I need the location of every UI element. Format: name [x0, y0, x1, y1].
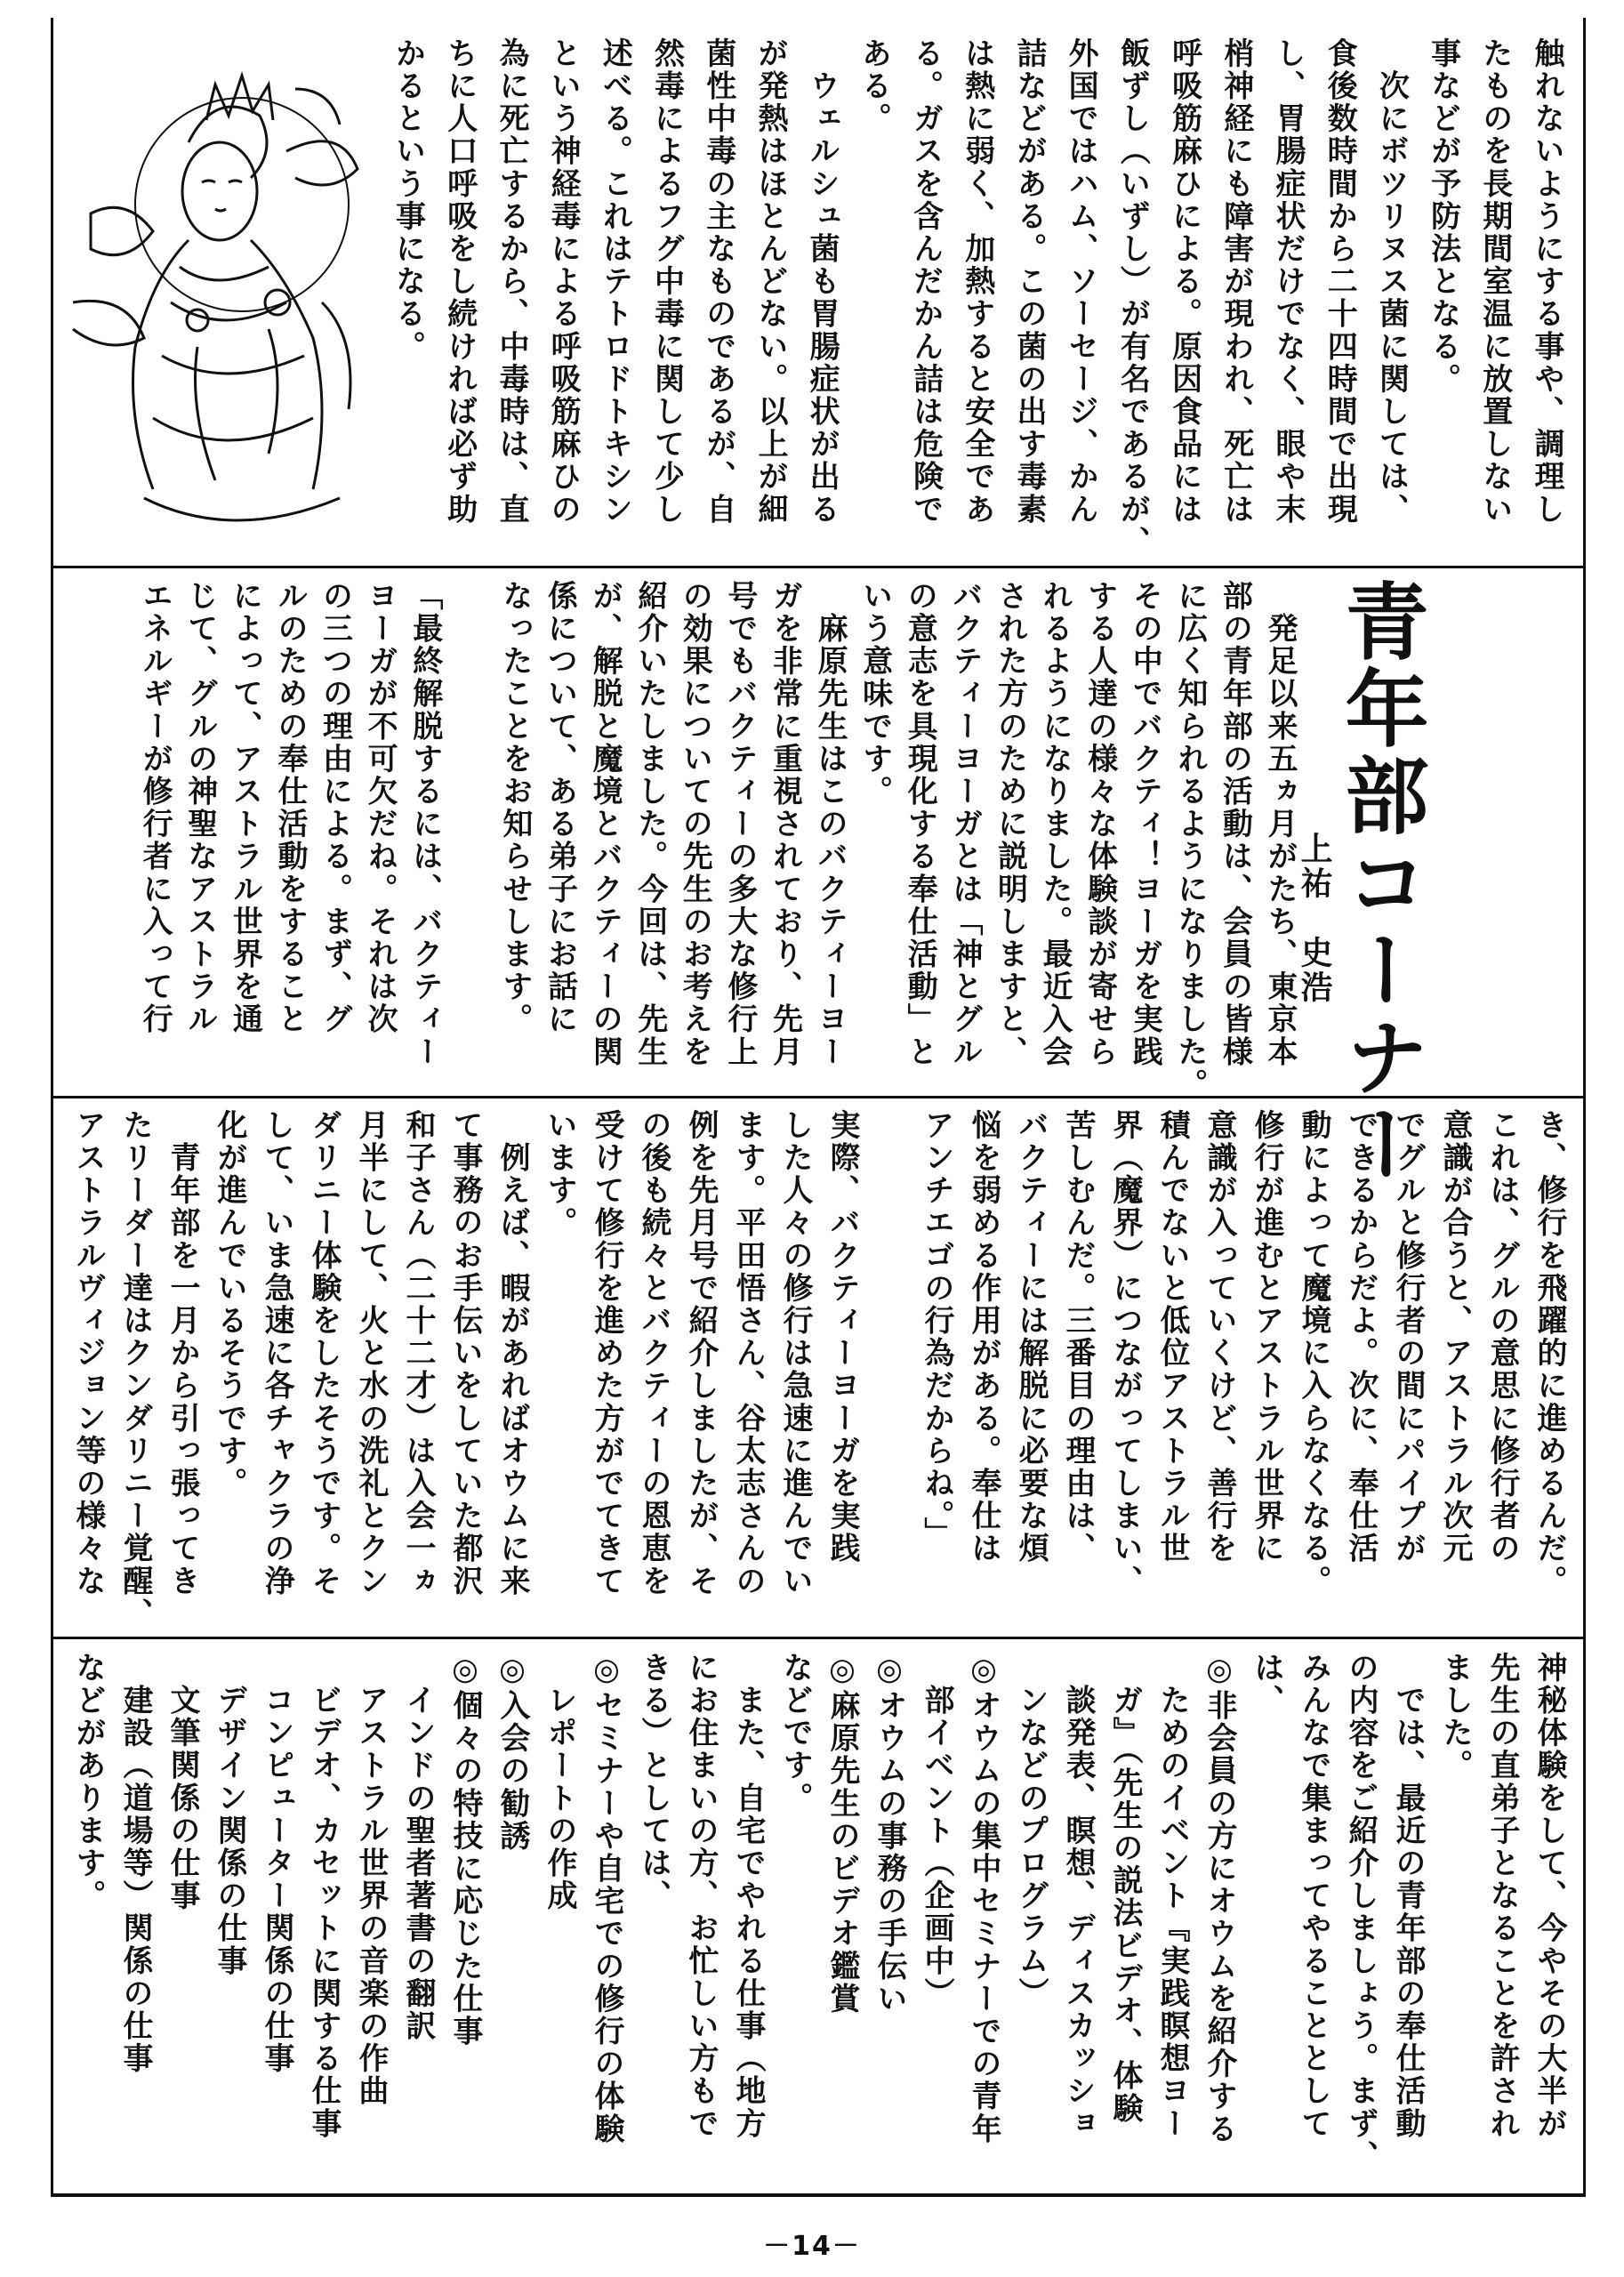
text-column: ます。平田悟さん、谷太志さんの	[730, 1109, 766, 1597]
text-column: 青年部を一月から引っ張ってき	[165, 1109, 200, 1597]
text-column: ルのための奉仕活動をすること	[271, 580, 308, 1036]
text-column: が発熱はほとんどない。以上が細	[752, 37, 788, 526]
text-column: バクティーヨーガとは「神とグル	[946, 580, 983, 1068]
text-column: の効果についての先生のお考えを	[677, 580, 713, 1068]
text-column: アストラルヴィジョン等の様々な	[70, 1109, 106, 1597]
text-column: ちに人口呼吸をし続ければ必ず助	[441, 37, 478, 526]
text-column: の三つの理由による。まず、グ	[317, 580, 353, 1036]
text-column: ヨーガが不可欠だね。それは次	[362, 580, 398, 1036]
text-column: 麻原先生はこのバクティーヨー	[812, 580, 848, 1068]
text-column: 文筆関係の仕事	[165, 1652, 200, 1912]
text-column: エネルギーが修行者に入って行	[137, 580, 173, 1036]
text-column: アンチエゴの行為だからね。」	[919, 1109, 954, 1550]
text-column: 触れないようにする事や、調理し	[1529, 37, 1564, 526]
text-column: ウェルシュ菌も胃腸症状が出る	[804, 37, 840, 526]
text-column: 部の青年部の活動は、会員の皆様	[1217, 580, 1253, 1068]
text-column: ◎非会員の方にオウムを紹介する	[1202, 1652, 1237, 2145]
text-column: 菌性中毒の主なものであるが、自	[700, 37, 736, 526]
text-column: した人々の修行は急速に進んでい	[777, 1109, 813, 1597]
text-column: ◎オウムの集中セミナーでの青年	[966, 1652, 1001, 2145]
text-column: レポートの作成	[542, 1652, 577, 1912]
text-column: 意識が入っていくけど、善行を	[1202, 1109, 1237, 1565]
text-column: 述べる。これはテトロドトキシン	[597, 37, 633, 526]
text-column: 例を先月号で紹介しましたが、そ	[683, 1109, 719, 1597]
text-column: 飯ずし（いずし）が有名であるが、	[1114, 37, 1151, 559]
text-column: された方のために説明しますと、	[992, 580, 1028, 1068]
text-column: これは、グルの意思に修行者の	[1484, 1109, 1520, 1565]
youth-corner-text-part1	[128, 580, 1302, 1101]
text-column: 苦しむんだ。三番目の理由は、	[1060, 1109, 1096, 1565]
text-column: 神秘体験をして、今やその大半が	[1532, 1652, 1567, 2140]
text-column: て事務のお手伝いをしていた都沢	[447, 1109, 483, 1597]
text-column: では、最近の青年部の奉仕活動	[1390, 1652, 1426, 2140]
text-column: います。	[542, 1109, 577, 1240]
author-name: 上祐 史浩	[1296, 832, 1332, 1005]
text-column: いう意味です。	[856, 580, 893, 809]
text-column: 積んでないと低位アストラル世	[1154, 1109, 1190, 1565]
text-column: アストラル世界の音楽の作曲	[353, 1652, 389, 2108]
text-column: し、胃腸症状だけでなく、眼や末	[1269, 37, 1306, 526]
text-column: コンピューター関係の仕事	[259, 1652, 294, 2075]
youth-corner-text-part3	[60, 1652, 1572, 2194]
text-column: その中でバクティ！ヨーガを実践	[1127, 580, 1163, 1068]
text-column: ◎セミナーや自宅での修行の体験	[589, 1652, 624, 2145]
text-column: インドの聖者著書の翻訳	[400, 1652, 436, 2043]
text-column: ためのイベント『実践瞑想ヨー	[1154, 1652, 1190, 2140]
text-column: 受けて修行を進めた方がでてきて	[589, 1109, 624, 1597]
text-column: ガ』（先生の説法ビデオ、体験	[1107, 1652, 1143, 2125]
text-column: なったことをお知らせします。	[496, 580, 533, 1036]
text-column: 化が進んでいるそうです。	[212, 1109, 247, 1501]
text-column: 意識が合うと、アストラル次元	[1437, 1109, 1473, 1565]
text-column: ビデオ、カセットに関する仕事	[306, 1652, 342, 2140]
text-column: 界（魔界）につながってしまい、	[1107, 1109, 1143, 1597]
text-column: などがあります。	[70, 1652, 106, 1912]
text-column: 和子さん（二十二才）は入会一ヵ	[400, 1109, 436, 1597]
text-column: 係について、ある弟子にお話に	[542, 580, 578, 1036]
text-column: という神経毒による呼吸筋麻ひの	[545, 37, 582, 526]
text-column: 然毒によるフグ中毒に関して少し	[648, 37, 685, 526]
text-column: 為に死亡するから、中毒時は、直	[493, 37, 529, 526]
text-column: ◎オウムの事務の手伝い	[872, 1652, 907, 2016]
text-column: 紹介いたしました。今回は、先生	[631, 580, 668, 1068]
text-column	[447, 580, 493, 1096]
text-column: 先生の直弟子となることを許され	[1484, 1652, 1520, 2140]
deity-illustration	[55, 36, 375, 560]
text-column: して、いま急速に各チャクラの浄	[259, 1109, 294, 1597]
text-column: 詰などがある。この菌の出す毒素	[1010, 37, 1047, 526]
text-column: かるという事になる。	[390, 37, 426, 363]
text-column: ◎麻原先生のビデオ鑑賞	[824, 1652, 860, 2016]
text-column: の後も続々とバクティーの恩恵を	[636, 1109, 671, 1597]
text-column: ある。	[856, 37, 892, 135]
article-continuation-text	[381, 37, 1572, 562]
text-column: でグルと修行者の間にパイプが	[1390, 1109, 1426, 1565]
text-column: ◎入会の勧誘	[494, 1652, 530, 1853]
text-column: 動によって魔境に入らなくなる。	[1296, 1109, 1331, 1597]
youth-corner-text-part2	[60, 1109, 1572, 1634]
text-column: 号でもバクティーの多大な修行上	[721, 580, 758, 1068]
text-column: 発足以来五ヵ月がたち、東京本	[1262, 580, 1298, 1068]
text-column: ガを非常に重視されており、先月	[767, 580, 803, 1068]
text-column: 修行が進むとアストラル世界に	[1249, 1109, 1284, 1565]
text-column: によって、アストラル世界を通	[227, 580, 263, 1036]
text-column: 次にボツリヌス菌に関しては、	[1373, 37, 1410, 526]
text-column: き、修行を飛躍的に進めるんだ。	[1532, 1109, 1567, 1597]
text-column: ◎個々の特技に応じた仕事	[447, 1652, 483, 2048]
text-column	[865, 1109, 912, 1634]
text-column: の内容をご紹介しましょう。まず、	[1343, 1652, 1379, 2173]
text-column: 食後数時間から二十四時間で出現	[1322, 37, 1358, 526]
text-column: ました。	[1437, 1652, 1473, 1782]
text-column: ダリニー体験をしたそうです。そ	[306, 1109, 342, 1597]
text-column: たリーダー達はクンダリニー覚醒、	[117, 1109, 153, 1630]
text-column: にお住まいの方、お忙しい方もで	[683, 1652, 719, 2140]
page-number: －14－	[763, 2231, 861, 2262]
text-column: る。ガスを含んだかん詰は危険で	[907, 37, 944, 526]
text-column: の意志を具現化する奉仕活動」と	[902, 580, 938, 1068]
text-column: 呼吸筋麻ひによる。原因食品には	[1166, 37, 1202, 526]
section-title: 青年部コーナー	[1331, 578, 1427, 1188]
text-column: きる）としては、	[636, 1652, 671, 1912]
text-column: れるようになりました。最近入会	[1037, 580, 1073, 1068]
text-column: 「最終解脱するには、バクティー	[406, 580, 443, 1068]
text-column: は、	[1249, 1652, 1284, 1718]
text-column: ンなどのプログラム）	[1013, 1652, 1049, 2010]
text-column: できるからだよ。次に、奉仕活	[1343, 1109, 1379, 1565]
text-column: が、解脱と魔境とバクティーの関	[587, 580, 623, 1068]
text-column: バクティーには解脱に必要な煩	[1013, 1109, 1049, 1565]
text-column: は熱に弱く、加熱すると安全であ	[959, 37, 995, 526]
text-column: 事などが予防法となる。	[1425, 37, 1461, 396]
text-column: 建設（道場等）関係の仕事	[117, 1652, 153, 2075]
text-column: 実際、バクティーヨーガを実践	[824, 1109, 860, 1565]
text-column: デザイン関係の仕事	[212, 1652, 247, 1977]
text-column: 例えば、暇があればオウムに来	[494, 1109, 530, 1597]
text-column: する人達の様々な体験談が寄せら	[1081, 580, 1118, 1068]
text-column: 梢神経にも障害が現われ、死亡は	[1218, 37, 1254, 526]
text-column: に広く知られるようになりました。	[1171, 580, 1208, 1101]
divider	[51, 566, 1586, 568]
text-column: じて、グルの神聖なアストラル	[181, 580, 218, 1036]
text-column: みんなで集まってやることとして	[1296, 1652, 1331, 2140]
text-column: 談発表、瞑想、ディスカッショ	[1060, 1652, 1096, 2140]
text-column: などです。	[777, 1652, 813, 1814]
text-column: また、自宅でやれる仕事（地方	[730, 1652, 766, 2140]
text-column: 悩を弱める作用がある。奉仕は	[966, 1109, 1001, 1565]
text-column: 部イベント（企画中）	[919, 1652, 954, 2010]
text-column: 外国ではハム、ソーセージ、かん	[1063, 37, 1099, 526]
text-column: 月半にして、火と水の洗礼とクン	[353, 1109, 389, 1597]
text-column: たものを長期間室温に放置しない	[1476, 37, 1513, 526]
divider	[51, 1637, 1586, 1639]
